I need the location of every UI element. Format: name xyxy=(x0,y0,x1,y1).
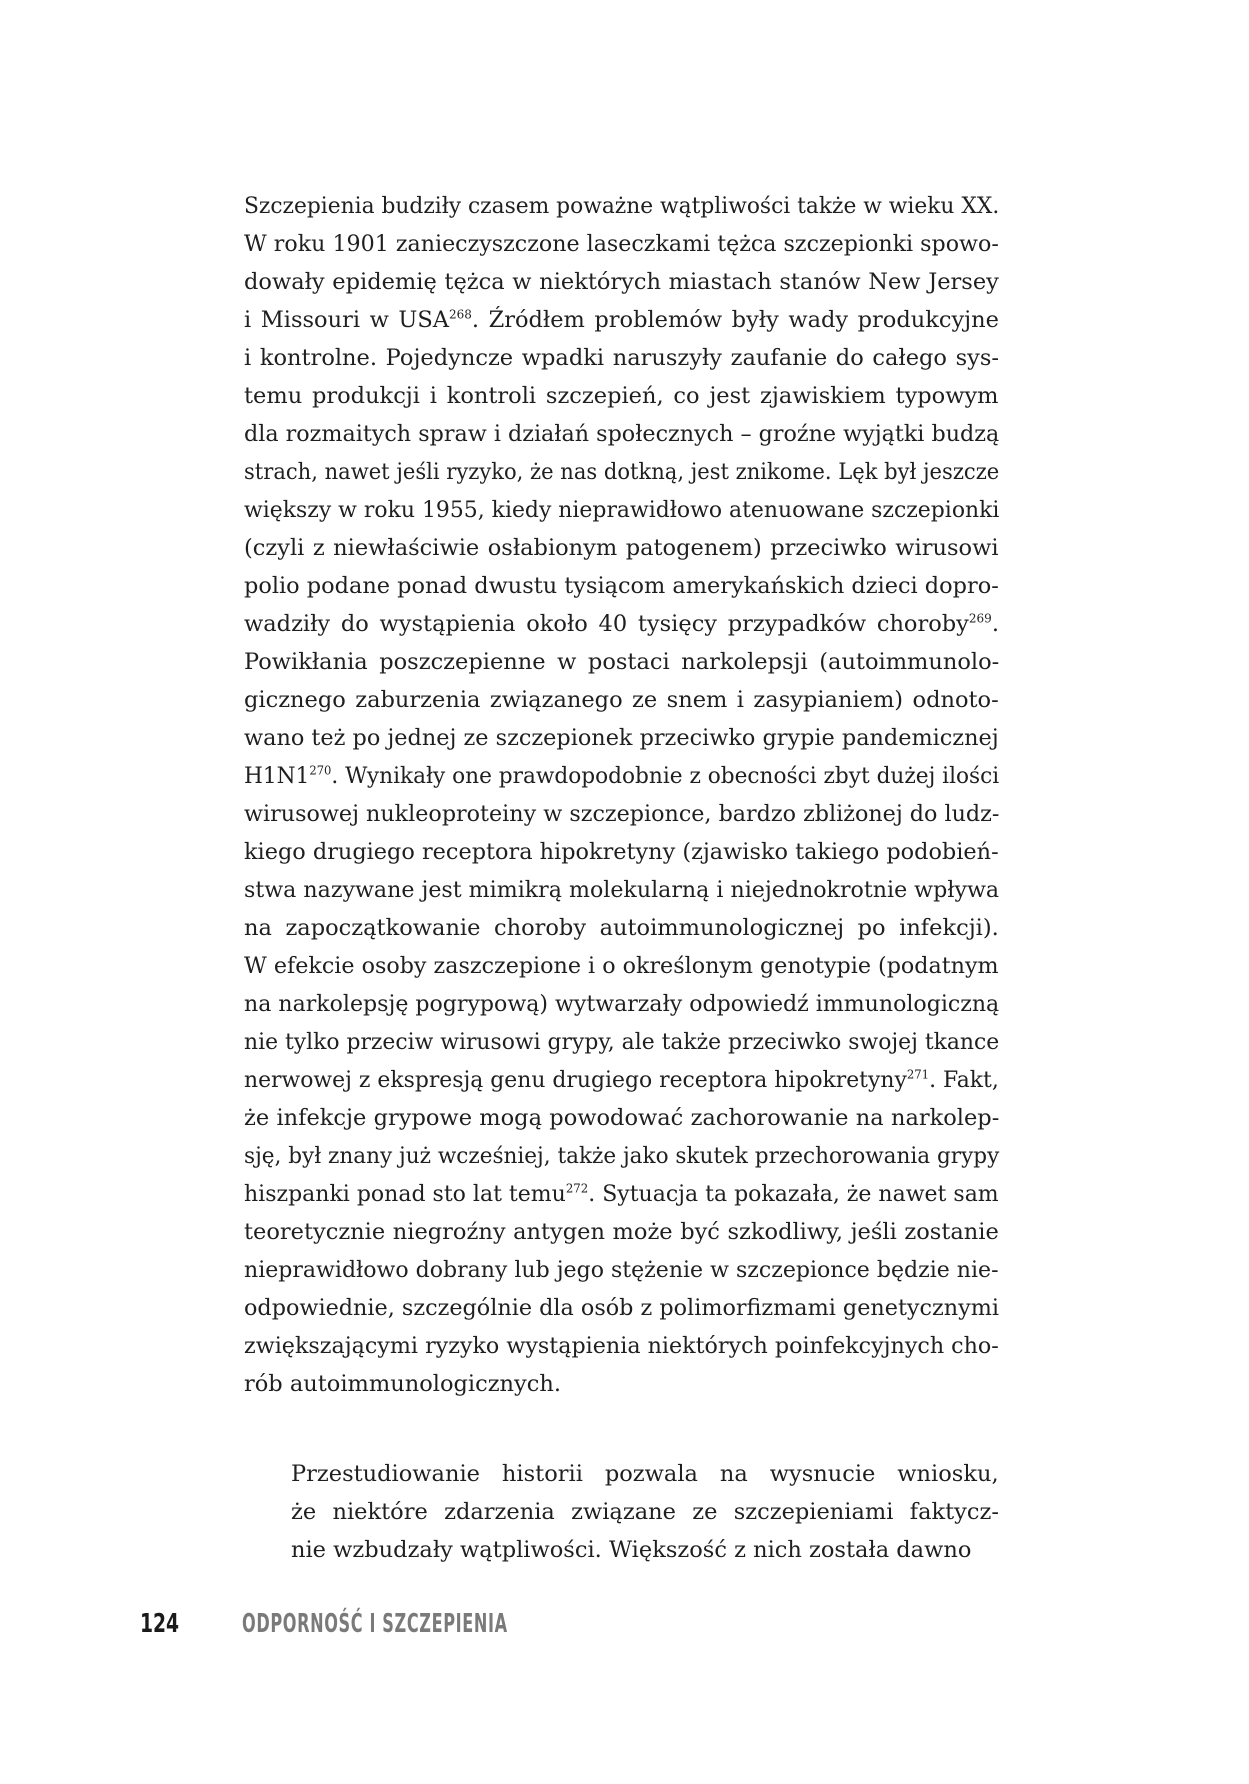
page-footer xyxy=(140,1604,508,1644)
footnote-reference: 271 xyxy=(906,1067,930,1082)
text-line xyxy=(244,1061,999,1099)
footnote-reference: 268 xyxy=(448,307,472,322)
line-text: . Wynikały one prawdopodobnie z obecności zbyt dużej ilości xyxy=(331,763,1000,789)
text-line: stwa nazywane jest mimikrą molekularną i niejednokrotnie wpływa xyxy=(244,877,1000,903)
text-line: nie wzbudzały wątpliwości. Większość z nich została dawno xyxy=(291,1537,972,1563)
text-line: dla rozmaitych spraw i działań społecznych – groźne wyjątki budzą xyxy=(244,421,1000,447)
text-line xyxy=(244,1175,999,1213)
text-line: (czyli z niewłaściwie osłabionym patogenem) przeciwko wirusowi xyxy=(244,535,999,561)
line-text: hiszpanki ponad sto lat temu xyxy=(244,1181,566,1207)
text-line: odpowiednie, szczególnie dla osób z polimorfizmami genetycznymi xyxy=(244,1295,999,1321)
text-line xyxy=(244,605,999,643)
line-text: . Źródłem problemów były wady produkcyjne xyxy=(471,307,999,333)
text-line: zwiększającymi ryzyko wystąpienia niektórych poinfekcyjnych cho- xyxy=(244,1333,999,1359)
text-line: W roku 1901 zanieczyszczone laseczkami tężca szczepionki spowo- xyxy=(244,231,999,257)
footnote-reference: 270 xyxy=(309,763,332,778)
line-text: . xyxy=(991,611,999,637)
text-line: wirusowej nukleoproteiny w szczepionce, bardzo zbliżonej do ludz- xyxy=(244,801,1000,827)
text-line: Powikłania poszczepienne w postaci narkolepsji (autoimmunolo- xyxy=(244,649,1000,675)
text-line: na narkolepsję pogrypową) wytwarzały odpowiedź immunologiczną xyxy=(244,991,1000,1017)
text-line: teoretycznie niegroźny antygen może być szkodliwy, jeśli zostanie xyxy=(244,1219,999,1245)
text-line: polio podane ponad dwustu tysiącom amerykańskich dzieci dopro- xyxy=(244,573,999,599)
text-line: i kontrolne. Pojedyncze wpadki naruszyły zaufanie do całego sys- xyxy=(244,345,1000,371)
text-line: temu produkcji i kontroli szczepień, co jest zjawiskiem typowym xyxy=(244,383,999,409)
page-number: 124 xyxy=(140,1609,180,1639)
text-line: że niektóre zdarzenia związane ze szczepieniami faktycz- xyxy=(291,1499,999,1525)
text-line: większy w roku 1955, kiedy nieprawidłowo atenuowane szczepionki xyxy=(244,497,1000,523)
line-text: . Sytuacja ta pokazała, że nawet sam xyxy=(588,1181,999,1207)
line-text: i Missouri w USA xyxy=(244,307,449,333)
body-paragraph-1 xyxy=(244,187,999,1403)
text-line: sję, był znany już wcześniej, także jako skutek przechorowania grypy xyxy=(244,1143,1000,1169)
text-line: wano też po jednej ze szczepionek przeciwko grypie pandemicznej xyxy=(244,725,999,751)
text-line: rób autoimmunologicznych. xyxy=(244,1371,561,1397)
text-line: nieprawidłowo dobrany lub jego stężenie w szczepionce będzie nie- xyxy=(244,1257,999,1283)
text-line: strach, nawet jeśli ryzyko, że nas dotkną, jest znikome. Lęk był jeszcze xyxy=(244,459,1000,485)
line-text: nerwowej z ekspresją genu drugiego receptora hipokretyny xyxy=(244,1067,907,1093)
text-line: dowały epidemię tężca w niektórych miastach stanów New Jersey xyxy=(244,269,999,295)
text-line: że infekcje grypowe mogą powodować zachorowanie na narkolep- xyxy=(244,1105,1000,1131)
line-text: . Fakt, xyxy=(929,1067,999,1093)
footnote-reference: 272 xyxy=(565,1181,589,1196)
line-text: wadziły do wystąpienia około 40 tysięcy przypadków choroby xyxy=(244,611,969,637)
text-line: kiego drugiego receptora hipokretyny (zjawisko takiego podobień- xyxy=(244,839,999,865)
footnote-reference: 269 xyxy=(968,611,992,626)
text-line: nie tylko przeciw wirusowi grypy, ale także przeciwko swojej tkance xyxy=(244,1029,1000,1055)
text-line: Szczepienia budziły czasem poważne wątpliwości także w wieku XX. xyxy=(244,193,1000,219)
text-line: W efekcie osoby zaszczepione i o określonym genotypie (podatnym xyxy=(244,953,999,979)
text-line xyxy=(244,301,999,339)
text-line: Przestudiowanie historii pozwala na wysnucie wniosku, xyxy=(291,1461,999,1487)
text-line xyxy=(244,757,1000,795)
text-line: na zapoczątkowanie choroby autoimmunologicznej po infekcji). xyxy=(244,915,999,941)
text-line: gicznego zaburzenia związanego ze snem i zasypianiem) odnoto- xyxy=(244,687,999,713)
running-head: ODPORNOŚĆ I SZCZEPIENIA xyxy=(242,1609,508,1639)
line-text: H1N1 xyxy=(244,763,310,789)
body-paragraph-2 xyxy=(291,1455,999,1569)
